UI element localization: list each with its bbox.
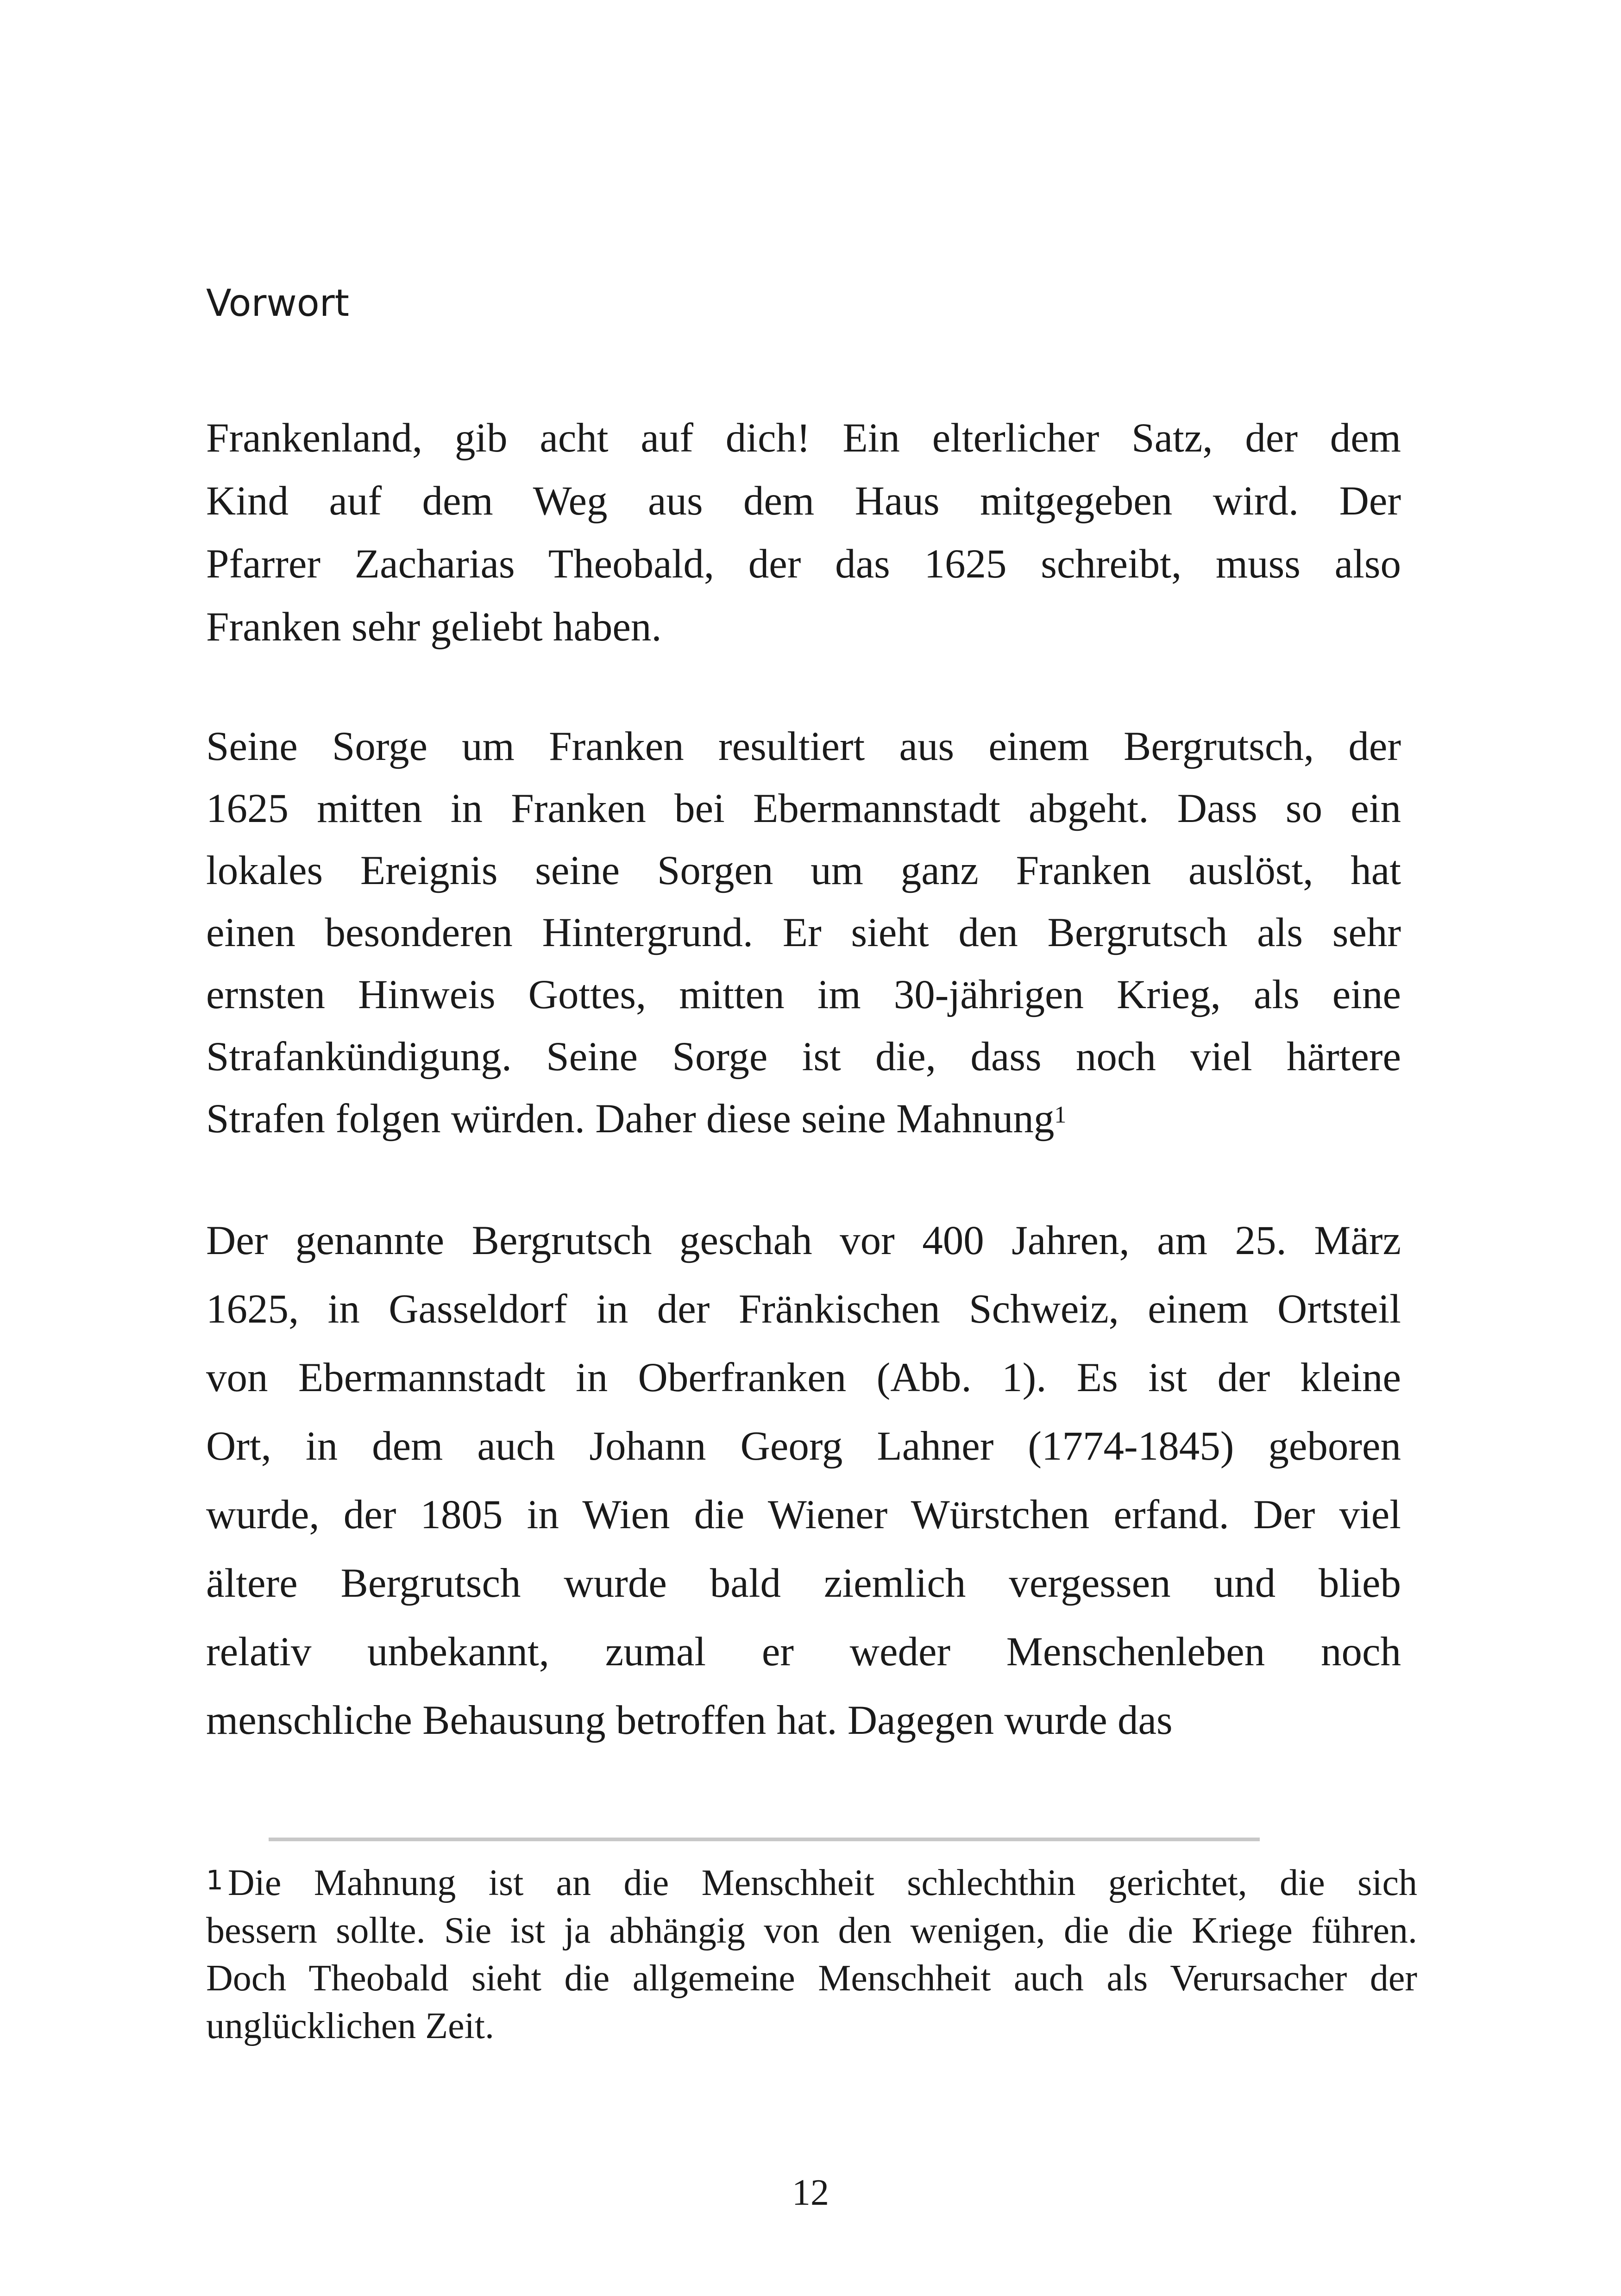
paragraph-line: menschliche Behausung betroffen hat. Dagegen wurde das (206, 1698, 1173, 1743)
footnote-line: unglücklichen Zeit. (206, 2006, 495, 2046)
paragraph-line-text: Strafen folgen würden. Daher diese seine Mahnung (206, 1096, 1055, 1142)
footnote-reference[interactable]: 1 (1054, 1102, 1067, 1128)
footnote-line-text: Die Mahnung ist an die Menschheit schlechthin gerichtet, die sich (227, 1863, 1417, 1903)
paragraph-line: Kind auf dem Weg aus dem Haus mitgegeben wird. Der (206, 478, 1401, 524)
paragraph-line: ältere Bergrutsch wurde bald ziemlich vergessen und blieb (206, 1561, 1401, 1606)
footnote (206, 1859, 1417, 2050)
paragraph-line: ernsten Hinweis Gottes, mitten im 30-jährigen Krieg, als eine (206, 972, 1401, 1017)
footnote-mark: 1 (206, 1864, 223, 1896)
paragraph-line: lokales Ereignis seine Sorgen um ganz Franken auslöst, hat (206, 848, 1401, 893)
footnote-line (206, 1859, 1417, 1907)
paragraph-line: Strafankündigung. Seine Sorge ist die, dass noch viel härtere (206, 1034, 1401, 1079)
paragraph-line: 1625 mitten in Franken bei Ebermannstadt abgeht. Dass so ein (206, 786, 1401, 831)
paragraph-line: Pfarrer Zacharias Theobald, der das 1625 schreibt, muss also (206, 541, 1401, 587)
paragraph-line: 1625, in Gasseldorf in der Fränkischen Schweiz, einem Ortsteil (206, 1286, 1401, 1332)
section-heading: Vorwort (206, 282, 349, 325)
paragraph-line: Der genannte Bergrutsch geschah vor 400 Jahren, am 25. März (206, 1218, 1401, 1263)
paragraph-line: relativ unbekannt, zumal er weder Menschenleben noch (206, 1629, 1401, 1675)
paragraph-line-with-footnote (206, 1088, 1401, 1150)
paragraph-line: einen besonderen Hintergrund. Er sieht den Bergrutsch als sehr (206, 910, 1401, 955)
paragraph-line: von Ebermannstadt in Oberfranken (Abb. 1). Es ist der kleine (206, 1355, 1401, 1400)
footnote-line: bessern sollte. Sie ist ja abhängig von den wenigen, die die Kriege führen. (206, 1910, 1417, 1951)
page-number: 12 (792, 2172, 829, 2213)
footnote-line: Doch Theobald sieht die allgemeine Menschheit auch als Verursacher der (206, 1958, 1417, 1999)
paragraph-line: Frankenland, gib acht auf dich! Ein elterlicher Satz, der dem (206, 415, 1401, 461)
paragraph-2 (206, 715, 1401, 1150)
paragraph-1 (206, 407, 1401, 659)
paragraph-3 (206, 1206, 1401, 1755)
paragraph-line: wurde, der 1805 in Wien die Wiener Würstchen erfand. Der viel (206, 1492, 1401, 1537)
paragraph-line: Franken sehr geliebt haben. (206, 604, 662, 650)
paragraph-line: Ort, in dem auch Johann Georg Lahner (1774-1845) geboren (206, 1424, 1401, 1469)
footnote-separator (269, 1838, 1260, 1841)
paragraph-line: Seine Sorge um Franken resultiert aus einem Bergrutsch, der (206, 724, 1401, 769)
